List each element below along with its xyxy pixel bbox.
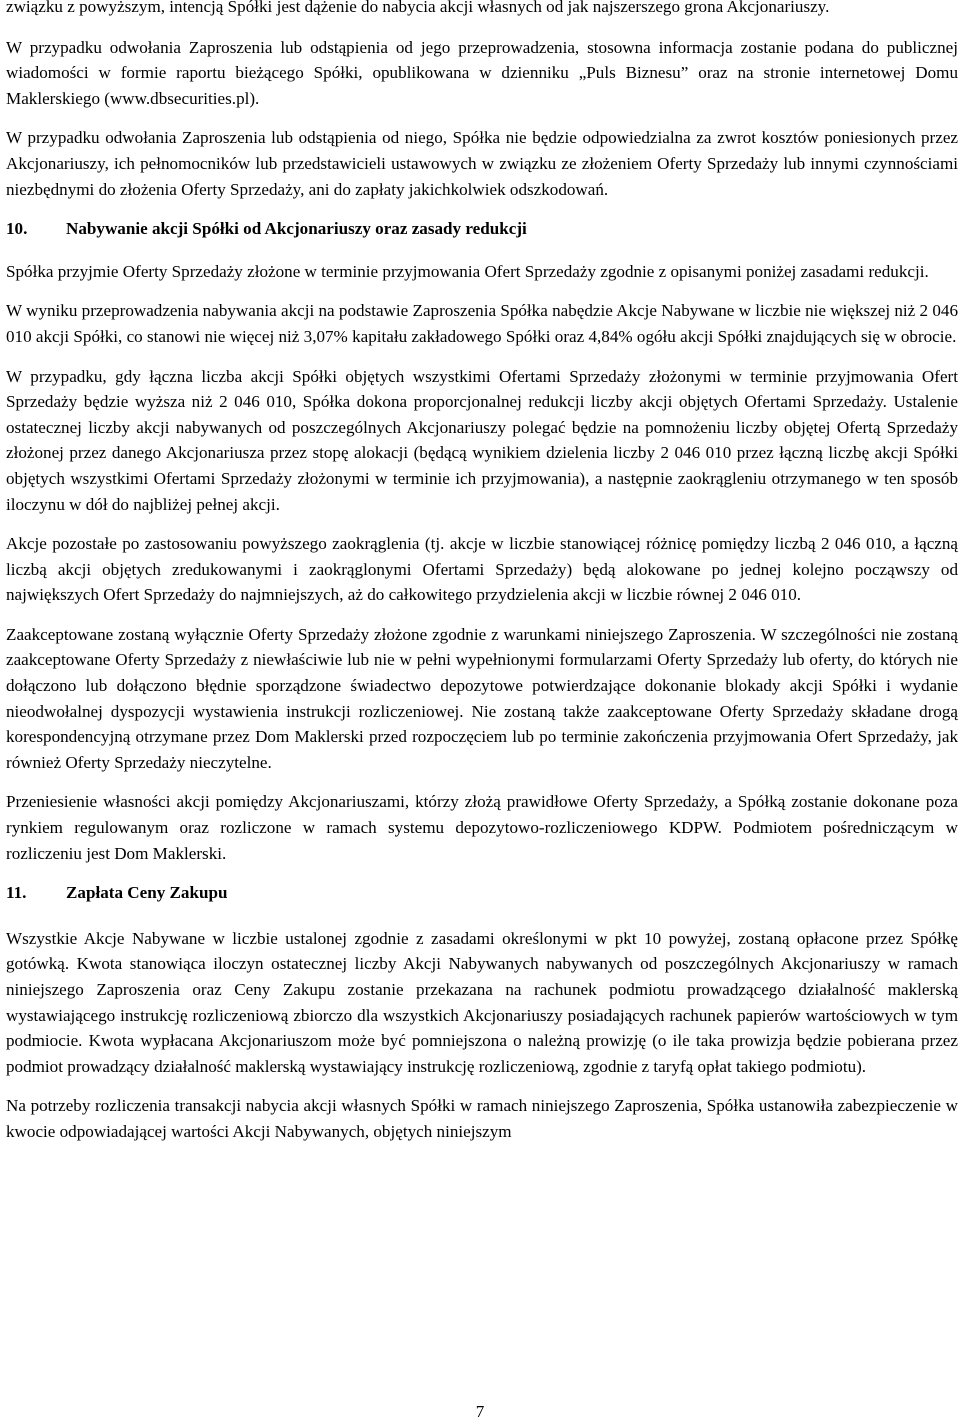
paragraph-intro-continuation: związku z powyższym, intencją Spółki jest dążenie do nabycia akcji własnych od jak najszerszego grona Akcjonariuszy.: [6, 0, 830, 16]
section-title: Zapłata Ceny Zakupu: [66, 883, 228, 903]
paragraph-settlement-security: Na potrzeby rozliczenia transakcji nabycia akcji własnych Spółki w ramach niniejszego Zaproszenia, Spółka ustanowiła zabezpieczenie w kwocie odpowiadającej wartości Akcji Nabywanych, objętych niniejszym: [6, 1096, 958, 1141]
section-number: 10.: [6, 219, 28, 239]
paragraph-cancellation-notice: W przypadku odwołania Zaproszenia lub odstąpienia od jego przeprowadzenia, stosowna informacja zostanie podana do publicznej wiadomości w formie raportu bieżącego Spółki, opublikowana w dzienniku „Puls Biznesu” oraz na stronie internetowej Domu Maklerskiego (www.dbsecurities.pl).: [6, 37, 958, 108]
paragraph-acceptance-rules: Spółka przyjmie Oferty Sprzedaży złożone w terminie przyjmowania Ofert Sprzedaży zgodnie z opisanymi poniżej zasadami redukcji.: [6, 261, 929, 281]
section-heading-11: [6, 880, 958, 906]
section-heading-10: [6, 216, 958, 242]
section-number: 11.: [6, 883, 27, 903]
paragraph-share-limit: W wyniku przeprowadzenia nabywania akcji na podstawie Zaproszenia Spółka nabędzie Akcje Nabywane w liczbie nie większej niż 2 046 010 akcji Spółki, co stanowi nie więcej niż 3,07% kapitału zakładowego Spółki oraz 4,84% ogółu akcji Spółki znajdujących się w obrocie.: [6, 301, 958, 346]
page-number: 7: [475, 1402, 485, 1421]
paragraph-cancellation-liability: W przypadku odwołania Zaproszenia lub odstąpienia od niego, Spółka nie będzie odpowiedzialna za zwrot kosztów poniesionych przez Akcjonariuszy, ich pełnomocników lub przedstawicieli ustawowych w związku ze złożeniem Oferty Sprzedaży lub innymi czynnościami niezbędnymi do złożenia Oferty Sprzedaży, ani do zapłaty jakichkolwiek odszkodowań.: [6, 128, 958, 199]
document-page: [6, 0, 958, 1145]
paragraph-ownership-transfer: Przeniesienie własności akcji pomiędzy Akcjonariuszami, którzy złożą prawidłowe Oferty Sprzedaży, a Spółką zostanie dokonane poza rynkiem regulowanym oraz rozliczone w ramach systemu depozytowo-rozliczeniowego KDPW. Podmiotem pośredniczącym w rozliczeniu jest Dom Maklerski.: [6, 792, 958, 863]
paragraph-reduction: W przypadku, gdy łączna liczba akcji Spółki objętych wszystkimi Ofertami Sprzedaży złożonymi w terminie przyjmowania Ofert Sprzedaży będzie wyższa niż 2 046 010, Spółka dokona proporcjonalnej redukcji liczby akcji objętych Ofertami Sprzedaży. Ustalenie ostatecznej liczby akcji nabywanych od poszczególnych Akcjonariuszy polegać będzie na pomnożeniu liczby objętej Ofertą Sprzedaży złożonej przez danego Akcjonariusza przez stopę alokacji (będącą wynikiem dzielenia liczby 2 046 010 przez łączną liczbę akcji Spółki objętych wszystkimi Ofertami Sprzedaży złożonymi w terminie ich przyjmowania), a następnie zaokrągleniu otrzymanego w ten sposób iloczynu w dół do najbliżej pełnej akcji.: [6, 366, 958, 514]
paragraph-payment: Wszystkie Akcje Nabywane w liczbie ustalonej zgodnie z zasadami określonymi w pkt 10 powyżej, zostaną opłacone przez Spółkę gotówką. Kwota stanowiąca iloczyn ostatecznej liczby Akcji Nabywanych nabywanych od poszczególnych Akcjonariuszy w ramach niniejszego Zaproszenia oraz Ceny Zakupu zostanie przekazana na rachunek podmiotu prowadzącego działalność maklerską wystawiającego instrukcję rozliczeniową zbiorczo dla wszystkich Akcjonariuszy posiadających rachunek papierów wartościowych w tym podmiocie. Kwota wypłacana Akcjonariuszom może być pomniejszona o należną prowizję (o ile taka prowizja będzie pobierana przez podmiot prowadzący działalność maklerską wystawiający instrukcję rozliczeniową, zgodnie z taryfą opłat takiego podmiotu).: [6, 928, 958, 1076]
section-title: Nabywanie akcji Spółki od Akcjonariuszy oraz zasady redukcji: [66, 219, 527, 239]
paragraph-remaining-allocation: Akcje pozostałe po zastosowaniu powyższego zaokrąglenia (tj. akcje w liczbie stanowiącej różnicę pomiędzy liczbą 2 046 010, a łączną liczbą akcji objętych zredukowanymi i zaokrąglonymi Ofertami Sprzedaży) będą alokowane po jednej kolejno począwszy od największych Ofert Sprzedaży do najmniejszych, aż do całkowitego przydzielenia akcji w liczbie równej 2 046 010.: [6, 534, 958, 605]
paragraph-acceptance-conditions: Zaakceptowane zostaną wyłącznie Oferty Sprzedaży złożone zgodnie z warunkami niniejszego Zaproszenia. W szczególności nie zostaną zaakceptowane Oferty Sprzedaży z niewłaściwie lub nie w pełni wypełnionymi formularzami Oferty Sprzedaży lub oferty, do których nie dołączono lub dołączono błędnie sporządzone świadectwo depozytowe potwierdzające dokonanie blokady akcji Spółki i wydanie nieodwołalnej dyspozycji wystawienia instrukcji rozliczeniowej. Nie zostaną także zaakceptowane Oferty Sprzedaży składane drogą korespondencyjną otrzymane przez Dom Maklerski przed rozpoczęciem lub po terminie zakończenia przyjmowania Ofert Sprzedaży, jak również Oferty Sprzedaży nieczytelne.: [6, 624, 958, 772]
